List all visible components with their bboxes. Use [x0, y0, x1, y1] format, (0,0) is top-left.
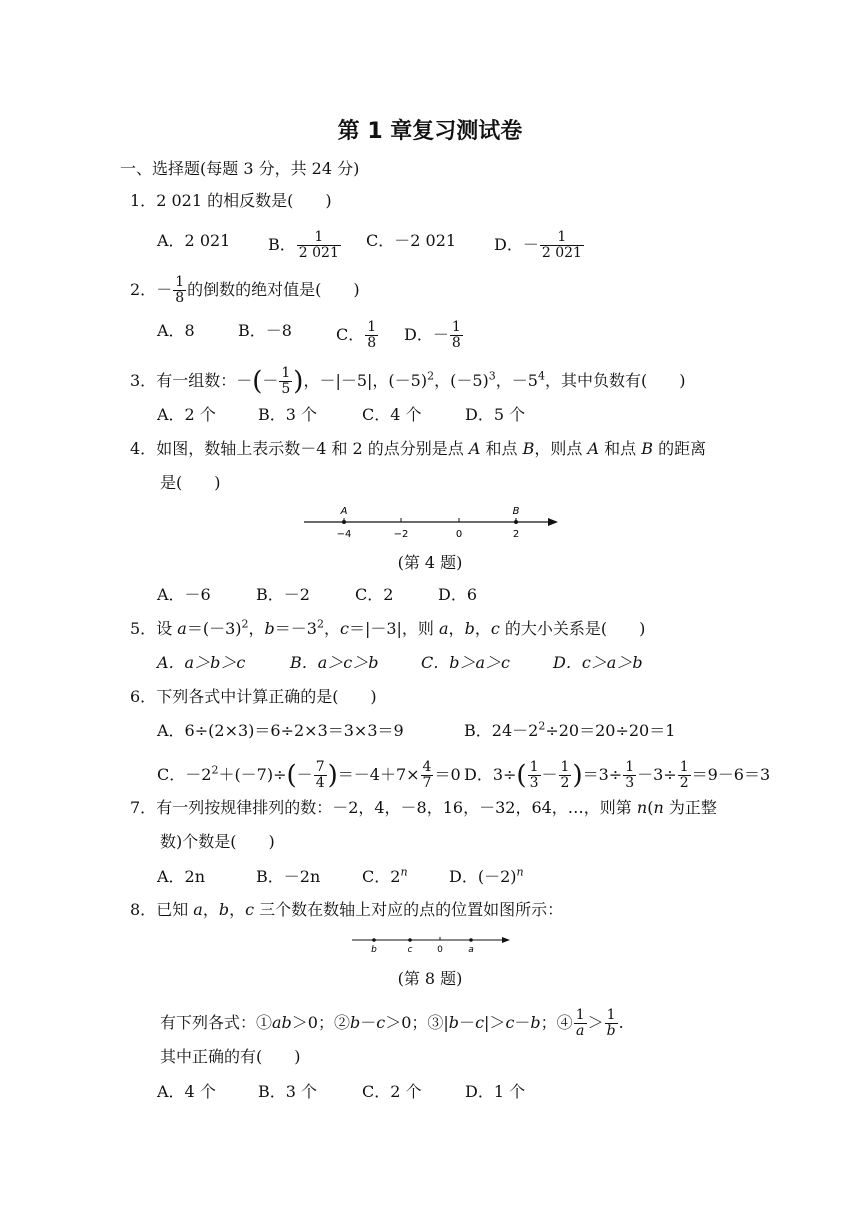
figure-caption-q8: (第 8 题) [397, 969, 463, 988]
figure-caption-q4: (第 4 题) [397, 553, 463, 572]
q7-option-d: D．$(-2)^n$ [449, 865, 524, 886]
q1-option-a: A．2 021 [157, 231, 231, 250]
axis-arrow [502, 937, 510, 943]
point-b [514, 520, 518, 524]
q1-option-b: B． $\frac{1}{2 021}$ [268, 229, 339, 261]
question-4-stem-line1: 4．如图，数轴上表示数－4 和 2 的点分别是点 A 和点 B，则点 A 和点 B 的距离 [130, 439, 707, 458]
question-6-stem: 6．下列各式中计算正确的是( ) [130, 687, 377, 706]
fraction: $\frac{1}{2}$ [679, 759, 689, 791]
q7-option-c: C．2$^n$ [362, 865, 408, 886]
number-line-q8 [350, 930, 514, 956]
label-zero: 0 [437, 945, 443, 955]
q4-option-a: A．－6 [157, 585, 211, 604]
point-a [342, 520, 346, 524]
q3-option-a: A．2 个 [157, 405, 216, 424]
fraction: $\frac{1}{5}$ [281, 365, 291, 397]
fraction: $\frac{1}{b}$ [606, 1007, 616, 1039]
q1-option-c: C．－2 021 [366, 231, 457, 250]
fraction: $\frac{1}{8}$ [367, 319, 377, 351]
q6-option-a: A．6÷(2×3)＝6÷2×3＝3×3＝9 [157, 721, 404, 740]
label-a: A [340, 506, 348, 517]
fraction: $\frac{1}{8}$ [175, 274, 185, 306]
q5-option-c: C．b＞a＞c [421, 653, 510, 672]
section-heading: 一、选择题(每题 3 分，共 24 分) [120, 159, 360, 178]
question-7-stem-line2: 数)个数是( ) [160, 832, 275, 851]
fraction: $\frac{1}{3}$ [529, 759, 539, 791]
q3-option-b: B．3 个 [258, 405, 318, 424]
q3-option-c: C．4 个 [362, 405, 422, 424]
q3-option-d: D．5 个 [465, 405, 526, 424]
q2-option-d: D．－ $\frac{1}{8}$ [404, 319, 461, 351]
fraction: $\frac{1}{a}$ [575, 1007, 585, 1039]
question-8-expressions: 有下列各式：①ab＞0；②b－c＞0；③|b－c|＞c－b；④ $\frac{1}{a}$ ＞ $\frac{1}{b}$ . [160, 1007, 624, 1039]
fraction: $\frac{1}{2}$ [560, 759, 570, 791]
question-2-stem: 2．－ $\frac{1}{8}$ 的倒数的绝对值是( ) [130, 274, 360, 306]
fraction: $\frac{1}{2 021}$ [541, 229, 582, 261]
fraction: $\frac{1}{3}$ [625, 759, 635, 791]
question-8-stem: 8．已知 a，b，c 三个数在数轴上对应的点的位置如图所示： [130, 900, 564, 919]
page-title: 第 1 章复习测试卷 [337, 119, 523, 144]
label-c: c [407, 945, 413, 955]
question-text: 2 021 的相反数是( ) [156, 191, 332, 210]
point-a [469, 938, 473, 942]
q5-option-b: B．a＞c＞b [290, 653, 379, 672]
label-b: B [512, 506, 520, 517]
question-4-stem-line2: 是( ) [160, 473, 221, 492]
question-3-stem: 3．有一组数：－(－ $\frac{1}{5}$ )，－|－5|，$(-5)^2$，$(-5)^3$，$-5^4$，其中负数有( ) [130, 365, 686, 397]
tick-label: 0 [455, 529, 463, 540]
point-c [408, 938, 412, 942]
q4-option-b: B．－2 [256, 585, 310, 604]
fraction: $\frac{7}{4}$ [315, 759, 325, 791]
q1-option-d: D．－ $\frac{1}{2 021}$ [494, 229, 582, 261]
q2-option-a: A．8 [157, 321, 195, 340]
q6-option-d: D．3÷( $\frac{1}{3}$ － $\frac{1}{2}$ )＝3÷ $\frac{1}{3}$ －3÷ $\frac{1}{2}$ ＝9－6＝3 [464, 759, 771, 791]
q7-option-b: B．－2n [256, 867, 321, 886]
tick-label: −4 [336, 529, 352, 540]
question-8-prompt: 其中正确的有( ) [160, 1047, 301, 1066]
number-line-q4 [300, 500, 562, 544]
tick-label: 2 [512, 529, 520, 540]
label-b: b [371, 945, 377, 955]
q8-option-b: B．3 个 [258, 1082, 318, 1101]
label-a: a [468, 945, 474, 955]
fraction: $\frac{1}{8}$ [451, 319, 461, 351]
fraction: $\frac{4}{7}$ [422, 759, 432, 791]
q5-option-a: A．a＞b＞c [157, 653, 246, 672]
q5-option-d: D．c＞a＞b [553, 653, 643, 672]
q6-option-b: B．$24-2^2\div 20=20\div 20=1$ [464, 719, 676, 740]
q2-option-b: B．－8 [238, 321, 292, 340]
axis-arrow [548, 518, 558, 526]
question-5-stem: 5．设 $a=(-3)^2$，$b=-3^2$，c＝|－3|，则 a，b，c 的大小关系是( ) [130, 617, 646, 638]
question-number: 1． [130, 191, 157, 210]
q4-option-c: C．2 [355, 585, 394, 604]
q4-option-d: D．6 [438, 585, 478, 604]
q8-option-d: D．1 个 [465, 1082, 526, 1101]
q7-option-a: A．2n [157, 867, 206, 886]
question-7-stem-line1: 7．有一列按规律排列的数：－2，4，－8，16，－32，64，…，则第 n(n 为正整 [130, 798, 717, 817]
q6-option-c: C．$-2^2+(-7)\div(-$ $\frac{7}{4}$ )＝－4＋7× $\frac{4}{7}$ ＝0 [157, 759, 461, 791]
tick-label: −2 [393, 529, 409, 540]
point-b [372, 938, 376, 942]
q8-option-c: C．2 个 [362, 1082, 422, 1101]
fraction: $\frac{1}{2 021}$ [298, 229, 339, 261]
q2-option-c: C． $\frac{1}{8}$ [336, 319, 377, 351]
q8-option-a: A．4 个 [157, 1082, 216, 1101]
question-1-stem [130, 190, 332, 212]
